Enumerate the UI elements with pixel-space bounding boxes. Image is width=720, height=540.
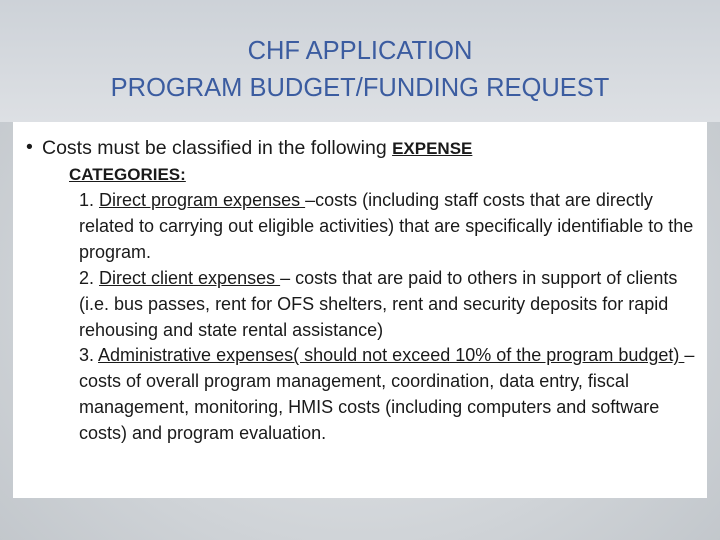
slide-title — [0, 33, 720, 107]
item-number: 2. — [79, 267, 100, 288]
expense-category-list — [79, 188, 699, 447]
item-name: Direct program expenses — [99, 190, 306, 210]
categories-label: CATEGORIES: — [69, 165, 186, 184]
item-number: 3. — [79, 345, 99, 366]
item-description: –costs (including staff costs that are directly related to carrying out eligible activities) that are specifically identifiable to the program. — [79, 190, 694, 262]
list-item — [79, 188, 699, 266]
bullet-text: Costs must be classified in the following — [42, 137, 393, 159]
item-name: Direct client expenses — [99, 267, 281, 288]
title-line-1: CHF APPLICATION — [247, 37, 473, 65]
bullet-keyword: EXPENSE — [392, 139, 473, 158]
item-description: – costs of overall program management, coordination, data entry, fiscal management, monitoring, HMIS costs (including computers and software costs) and program evaluation. — [79, 345, 695, 444]
list-item — [79, 266, 699, 344]
bullet-icon: • — [26, 136, 33, 158]
item-name: Administrative expenses( should not exceed 10% of the program budget) — [98, 345, 685, 366]
title-line-2: PROGRAM BUDGET/FUNDING REQUEST — [110, 74, 610, 102]
list-item — [79, 343, 699, 447]
bullet-intro — [42, 135, 682, 162]
item-number: 1. — [79, 190, 100, 210]
item-description: – costs that are paid to others in support of clients (i.e. bus passes, rent for OFS shelters, rent and security deposits for rapid rehousing and state rental assistance) — [79, 267, 678, 340]
